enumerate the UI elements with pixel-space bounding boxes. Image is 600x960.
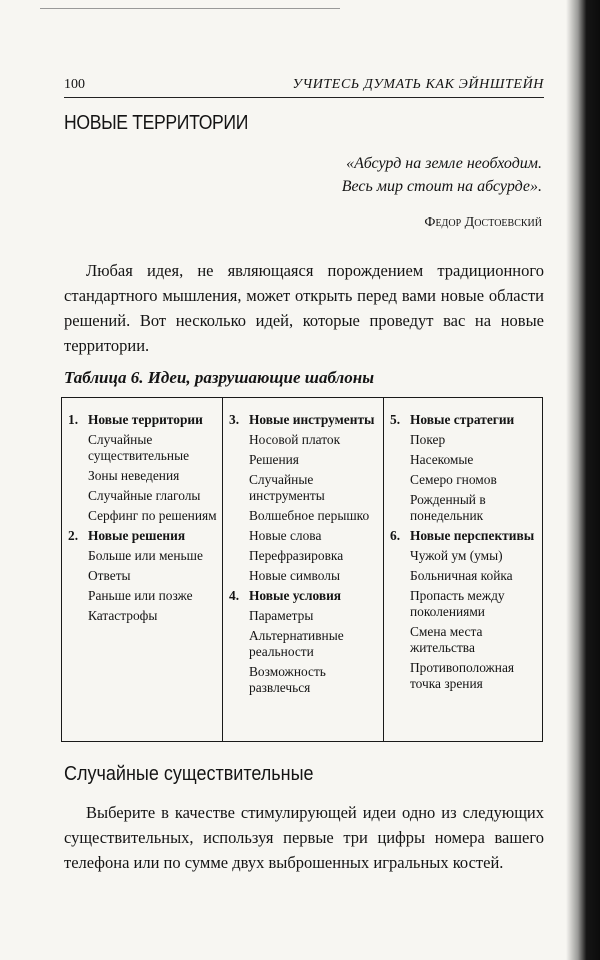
group-number: 2.: [68, 528, 79, 543]
table-column: [384, 398, 541, 741]
group-number: 3.: [229, 412, 240, 427]
idea-item: Новые символы: [249, 568, 340, 583]
idea-item: Катастрофы: [88, 608, 158, 623]
idea-item: Перефразировка: [249, 548, 344, 563]
group-number: 5.: [390, 412, 401, 427]
scan-top-rule: [40, 8, 340, 9]
group-heading: [390, 528, 537, 544]
idea-item: Зоны неведения: [88, 468, 180, 483]
epigraph-author: Федор Достоевский: [424, 215, 542, 230]
idea-item: Случайные инструменты: [249, 472, 325, 503]
group-title: Новые стратегии: [410, 412, 515, 427]
idea-item: Больничная койка: [410, 568, 513, 583]
idea-item: Случайные глаголы: [88, 488, 201, 503]
page-number: 100: [64, 77, 85, 92]
idea-item: Ответы: [88, 568, 131, 583]
subheading: Случайные существительные: [64, 763, 314, 785]
group-heading: [229, 412, 379, 428]
idea-item: Семеро гномов: [410, 472, 497, 487]
idea-item: Чужой ум (умы): [410, 548, 503, 563]
epigraph-line: Весь мир стоит на абсурде».: [341, 178, 542, 195]
idea-item: Серфинг по решениям: [88, 508, 217, 523]
group-number: 1.: [68, 412, 79, 427]
idea-item: Пропасть между поколениями: [410, 588, 505, 619]
idea-item: Параметры: [249, 608, 314, 623]
ideas-table: [61, 397, 543, 742]
running-header: [64, 77, 544, 98]
idea-item: Возможность развлечься: [249, 664, 326, 695]
book-spine-shadow: [566, 0, 600, 960]
closing-paragraph: Выберите в качестве стимулирующей идеи одно из следующих существительных, используя первые три цифры номера вашего телефона или по сумме двух выброшенных игральных костей.: [64, 803, 544, 872]
group-title: Новые перспективы: [410, 528, 535, 543]
epigraph-line: «Абсурд на земле необходим.: [346, 155, 542, 172]
group-title: Новые решения: [88, 528, 186, 543]
section-title: НОВЫЕ ТЕРРИТОРИИ: [64, 112, 249, 134]
group-heading: [229, 588, 379, 604]
table-caption: Таблица 6. Идеи, разрушающие шаблоны: [64, 368, 374, 387]
idea-item: Рожденный в понедельник: [410, 492, 486, 523]
idea-item: Решения: [249, 452, 299, 467]
epigraph: [342, 152, 542, 198]
group-heading: [390, 412, 537, 428]
idea-item: Раньше или позже: [88, 588, 193, 603]
idea-item: Новые слова: [249, 528, 322, 543]
idea-item: Волшебное перышко: [249, 508, 370, 523]
idea-item: Насекомые: [410, 452, 474, 467]
idea-item: Случайные существительные: [88, 432, 190, 463]
group-number: 4.: [229, 588, 240, 603]
group-number: 6.: [390, 528, 401, 543]
idea-item: Противоположная точка зрения: [410, 660, 515, 691]
table-column: [62, 398, 223, 741]
idea-item: Альтернативные реальности: [249, 628, 344, 659]
intro-paragraph: Любая идея, не являющаяся порождением традиционного стандартного мышления, может открыть перед вами новые области решений. Вот несколько идей, которые проведут вас на новые территории.: [64, 261, 544, 355]
group-title: Новые инструменты: [249, 412, 375, 427]
group-heading: [68, 528, 218, 544]
idea-item: Больше или меньше: [88, 548, 203, 563]
group-heading: [68, 412, 218, 428]
idea-item: Носовой платок: [249, 432, 341, 447]
group-title: Новые территории: [88, 412, 203, 427]
book-title: УЧИТЕСЬ ДУМАТЬ КАК ЭЙНШТЕЙН: [292, 77, 544, 92]
idea-item: Покер: [410, 432, 446, 447]
idea-item: Смена места жительства: [410, 624, 483, 655]
group-title: Новые условия: [249, 588, 342, 603]
table-column: [223, 398, 384, 741]
